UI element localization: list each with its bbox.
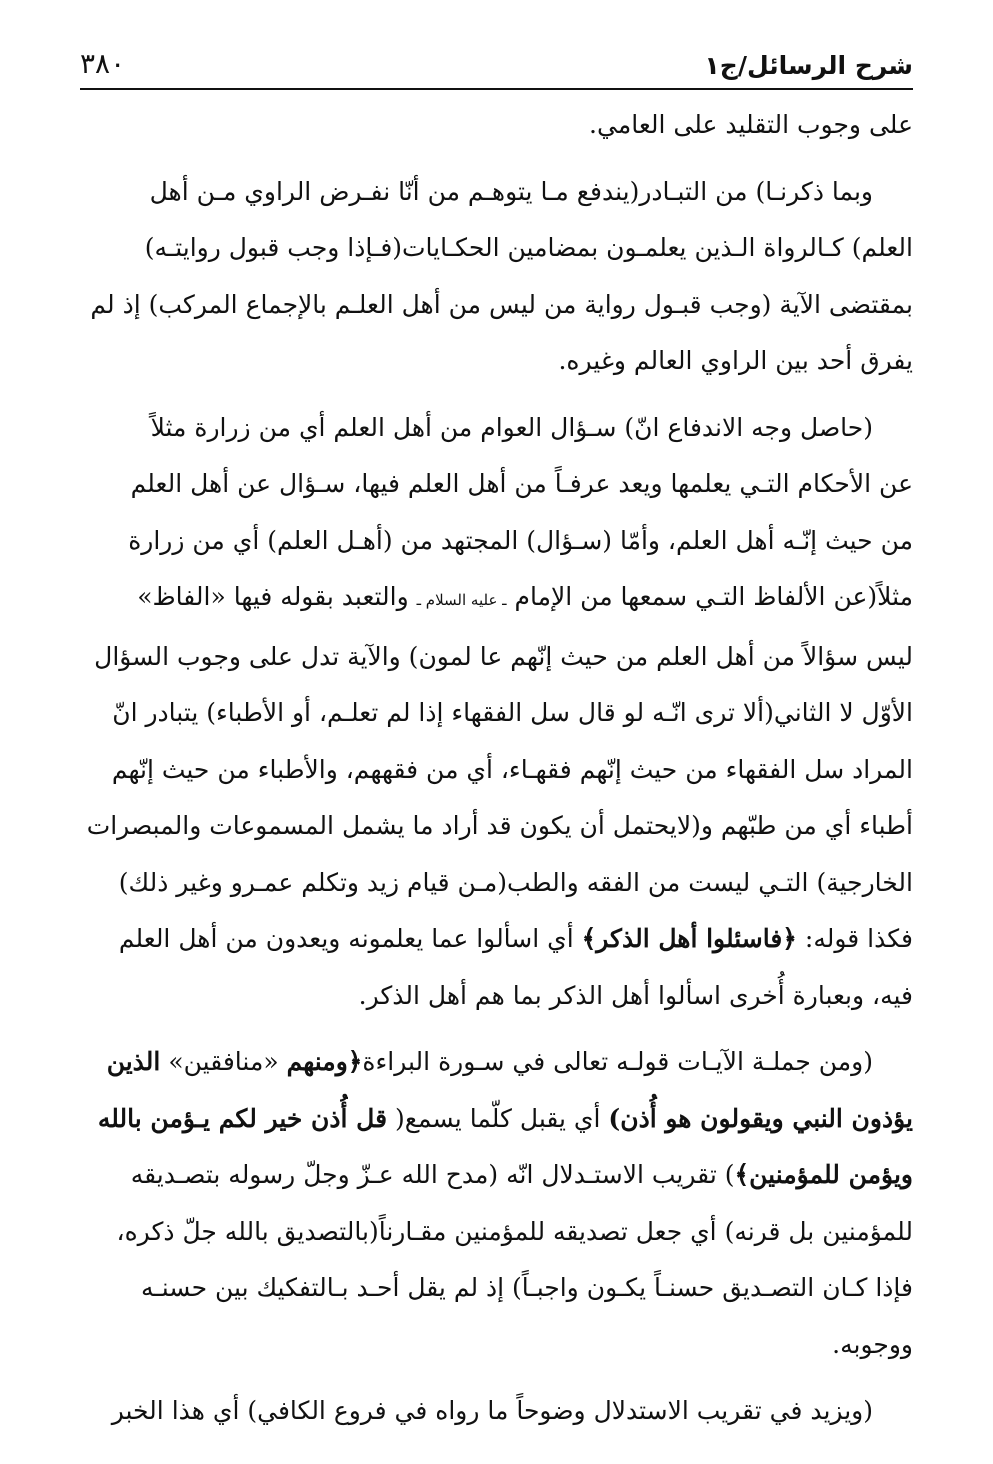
body-text <box>80 97 913 1450</box>
text-line <box>80 456 913 513</box>
page-header <box>80 38 913 90</box>
book-title: شرح الرسائل/ج١ <box>704 51 913 80</box>
text-line <box>80 220 913 277</box>
text-segment: على وجوب التقليد على العامي. <box>589 110 913 139</box>
quran-verse-text: قل أُذن خير لكم يـؤمن بالله <box>97 1103 388 1133</box>
text-segment: المراد سل الفقهاء من حيث إنّهم فقهـاء، أي من فقههم، والأطباء من حيث إنّهم <box>111 754 913 784</box>
paragraph <box>80 400 913 1025</box>
paragraph <box>80 1034 913 1373</box>
text-segment: وبما ذكرنـا) من التبـادر(يندفع مـا يتوهـم من أنّا نفـرض الراوي مـن أهل <box>149 176 873 206</box>
text-line <box>80 164 913 221</box>
text-segment: فإذا كـان التصـديق حسنـاً يكـون واجبـاً) إذ لم يقل أحـد بـالتفكيك بين حسنـه <box>141 1273 913 1302</box>
honorific-text: ـ عليه السلام ـ <box>416 591 507 609</box>
text-segment: الأوّل لا الثاني(ألا ترى انّـه لو قال سل الفقهاء إذا لم تعلـم، أو الأطباء) يتبادر انّ <box>112 698 913 727</box>
quran-verse-text: ﴿فاسئلوا أهل الذكر﴾ <box>581 924 797 953</box>
quran-verse-text: يؤذون النبي ويقولون هو أُذن) <box>608 1103 913 1133</box>
text-line <box>80 513 913 570</box>
text-line <box>80 911 913 968</box>
paragraph <box>80 164 913 390</box>
text-segment: ليس سؤالاً من أهل العلم من حيث إنّهم عا لمون) والآية تدل على وجوب السؤال <box>94 641 913 671</box>
text-segment: عن الأحكام التـي يعلمها ويعد عرفـاً من أهل العلم فيها، سـؤال عن أهل العلم <box>130 469 913 498</box>
text-line <box>80 1317 913 1374</box>
quran-verse-text: الذين <box>106 1047 161 1076</box>
text-line <box>80 1147 913 1204</box>
text-segment: للمؤمنين بل قرنه) أي جعل تصديقه للمؤمنين مقـارناً(بالتصديق بالله جلّ ذكره، <box>116 1216 913 1246</box>
text-line <box>80 629 913 686</box>
text-line <box>80 685 913 742</box>
text-line <box>80 569 913 629</box>
text-line <box>80 968 913 1025</box>
text-segment: يفرق أحد بين الراوي العالم وغيره. <box>558 346 913 375</box>
text-segment: والتعبد بقوله فيها «الفاظ» <box>137 582 417 611</box>
text-segment: فيه، وبعبارة أُخرى اسألوا أهل الذكر بما هم أهل الذكر. <box>358 980 913 1010</box>
quran-verse-text: ويؤمن للمؤمنين﴾ <box>734 1160 913 1189</box>
paragraph <box>80 97 913 154</box>
text-line <box>80 798 913 855</box>
paragraph <box>80 1383 913 1440</box>
text-segment: مثلاً(عن الألفاظ التـي سمعها من الإمام <box>506 582 913 611</box>
text-line <box>80 97 913 154</box>
text-segment: (حاصل وجه الاندفاع انّ) سـؤال العوام من أهل العلم أي من زرارة مثلاً <box>150 412 873 442</box>
text-segment: الخارجية) التـي ليست من الفقه والطب(مـن قيام زيد وتكلم عمـرو وغير ذلك) <box>118 867 913 897</box>
text-segment: ) تقريب الاستـدلال انّه (مدح الله عـزّ وجلّ رسوله بتصـديقه <box>130 1160 735 1189</box>
text-segment: (ومن جملـة الآيـات قولـه تعالى في سـورة البراءة <box>362 1047 873 1076</box>
text-segment: أي اسألوا عما يعلمونه ويعدون من أهل العلم <box>118 924 582 953</box>
text-line <box>80 1034 913 1091</box>
text-segment: العلم) كـالرواة الـذين يعلمـون بمضامين الحكـايات(فـإذا وجب قبول روايتـه) <box>144 233 913 262</box>
quran-verse-text: ﴿ومنهم <box>286 1047 363 1076</box>
text-line <box>80 277 913 334</box>
text-segment: بمقتضى الآية (وجب قبـول رواية من ليس من أهل العلـم بالإجماع المركب) إذ لم <box>90 289 913 319</box>
text-segment: أطباء أي من طبّهم و(لايحتمل أن يكون قد أراد ما يشمل المسموعات والمبصرات <box>86 811 913 840</box>
text-segment: من حيث إنّـه أهل العلم، وأمّا (سـؤال) المجتهد من (أهـل العلم) أي من زرارة <box>128 525 913 555</box>
text-line <box>80 1383 913 1440</box>
page-number: ٣٨٠ <box>80 47 126 80</box>
text-segment: فكذا قوله: <box>796 924 913 953</box>
text-line <box>80 333 913 390</box>
text-line <box>80 1091 913 1148</box>
text-line <box>80 742 913 799</box>
text-line <box>80 1204 913 1261</box>
text-segment: (ويزيد في تقريب الاستدلال وضوحاً ما رواه في فروع الكافي) أي هذا الخبر <box>111 1396 873 1425</box>
text-segment: أي يقبل كلّما يسمع( <box>387 1103 609 1133</box>
text-line <box>80 400 913 457</box>
text-line <box>80 855 913 912</box>
text-segment: ووجوبه. <box>832 1329 913 1359</box>
text-segment: «منافقين» <box>160 1047 287 1076</box>
text-line <box>80 1260 913 1317</box>
